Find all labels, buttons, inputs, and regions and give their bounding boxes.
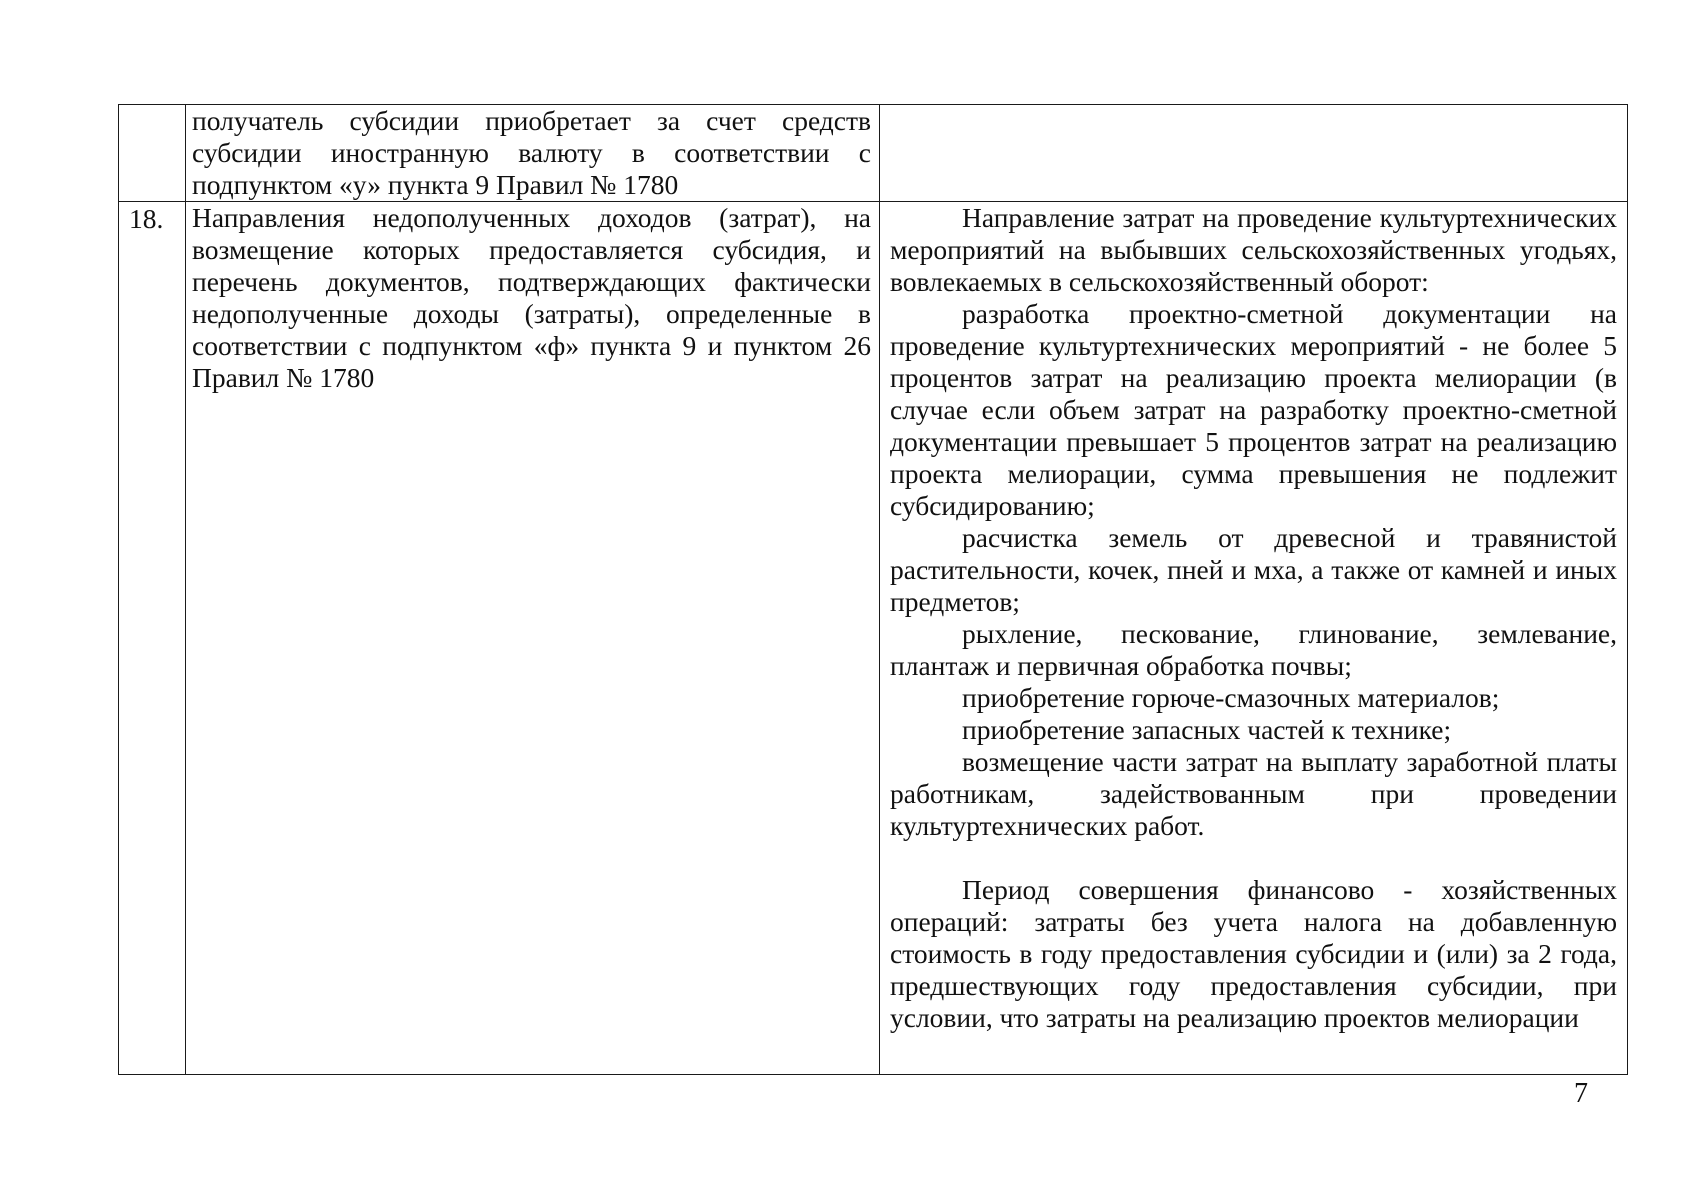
row-number-cell: 18. <box>119 202 186 1075</box>
row-name-cell <box>186 105 880 202</box>
table-row-continuation <box>119 105 1628 202</box>
value-paragraph-wages: возмещение части затрат на выплату заработной платы работникам, задействованным при проведении культуртехнических работ. <box>890 746 1617 841</box>
value-paragraph-land-clearing: расчистка земель от древесной и травянистой растительности, кочек, пней и мха, а также от камней и иных предметов; <box>890 522 1617 617</box>
row-name-text: Направления недополученных доходов (затрат), на возмещение которых предоставляется субсидия, и перечень документов, подтверждающих фактически недополученные доходы (затраты), определенные в соответствии с подпунктом «ф» пункта 9 и пунктом 26 Правил № 1780 <box>192 202 871 393</box>
value-paragraph-period: Период совершения финансово - хозяйственных операций: затраты без учета налога на добавленную стоимость в году предоставления субсидии и (или) за 2 года, предшествующих году предоставления субсидии, при условии, что затраты на реализацию проектов мелиорации <box>890 874 1617 1033</box>
value-paragraph-fuel: приобретение горюче-смазочных материалов; <box>962 682 1500 713</box>
value-paragraph-soil-treatment: рыхление, пескование, глинование, землевание, плантаж и первичная обработка почвы; <box>890 618 1617 681</box>
value-paragraph-design-docs: разработка проектно-сметной документации на проведение культуртехнических мероприятий - не более 5 процентов затрат на реализацию проекта мелиорации (в случае если объем затрат на разработку проектно-сметной документации превышает 5 процентов затрат на реализацию проекта мелиорации, сумма превышения не подлежит субсидированию; <box>890 298 1617 521</box>
row-name-cell <box>186 202 880 1075</box>
value-paragraph-intro: Направление затрат на проведение культуртехнических мероприятий на выбывших сельскохозяйственных угодьях, вовлекаемых в сельскохозяйственный оборот: <box>890 202 1617 297</box>
row-value-cell <box>880 105 1628 202</box>
row-number-cell <box>119 105 186 202</box>
table-row-18 <box>119 202 1628 1075</box>
paragraph-gap <box>890 842 1617 874</box>
row-name-text: получатель субсидии приобретает за счет средств субсидии иностранную валюту в соответствии с подпунктом «у» пункта 9 Правил № 1780 <box>192 105 871 200</box>
row-value-cell <box>880 202 1628 1075</box>
value-paragraph-spare-parts: приобретение запасных частей к технике; <box>962 714 1452 745</box>
document-table <box>118 104 1628 1075</box>
page-number: 7 <box>1574 1078 1588 1109</box>
